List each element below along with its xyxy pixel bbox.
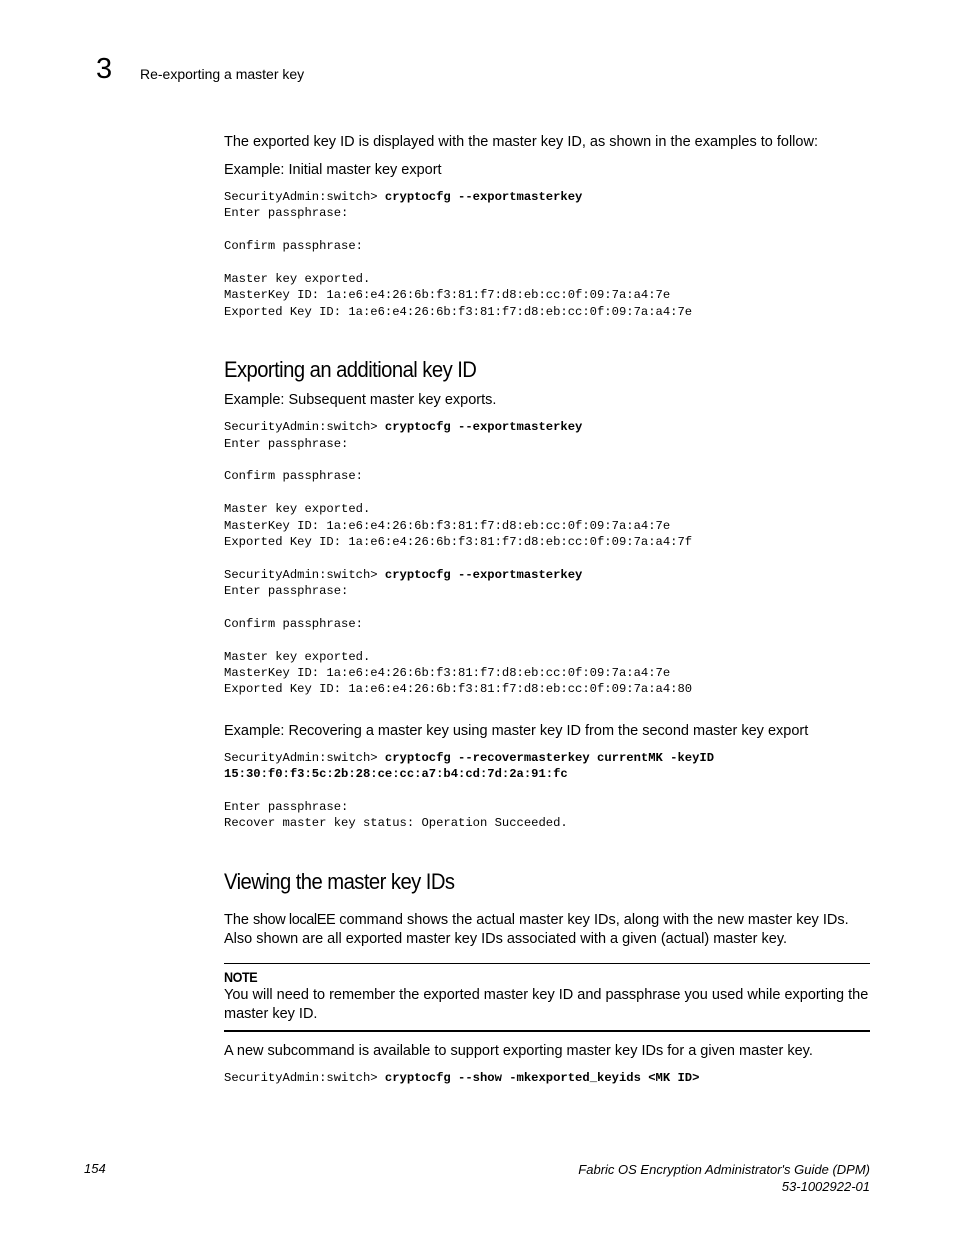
code-command: cryptocfg --exportmasterkey bbox=[384, 190, 583, 204]
code-line: Exported Key ID: 1a:e6:e4:26:6b:f3:81:f7:d8:eb:cc:0f:09:7a:a4:80 bbox=[224, 682, 693, 697]
section-heading-additional-key-id: Exporting an additional key ID bbox=[224, 357, 477, 383]
code-line: Enter passphrase: bbox=[224, 799, 349, 814]
code-line: Master key exported. bbox=[224, 502, 371, 517]
code-block-recover bbox=[224, 750, 870, 832]
example-label-subsequent: Example: Subsequent master key exports. bbox=[224, 392, 497, 409]
code-line: Confirm passphrase: bbox=[224, 239, 363, 254]
page-content bbox=[224, 133, 870, 1086]
code-block-show-command bbox=[224, 1070, 870, 1086]
code-line: Enter passphrase: bbox=[224, 436, 349, 451]
code-line: Enter passphrase: bbox=[224, 583, 349, 598]
viewing-paragraph bbox=[224, 911, 870, 949]
note-label: NOTE bbox=[224, 968, 258, 985]
footer-doc-info bbox=[578, 1161, 870, 1195]
code-line: Master key exported. bbox=[224, 649, 371, 664]
intro-paragraph: The exported key ID is displayed with the master key ID, as shown in the examples to follow: bbox=[224, 134, 818, 150]
code-line: Recover master key status: Operation Succeeded. bbox=[224, 816, 568, 831]
code-command: cryptocfg --recovermasterkey currentMK -keyID bbox=[384, 750, 715, 765]
code-line: Exported Key ID: 1a:e6:e4:26:6b:f3:81:f7:d8:eb:cc:0f:09:7a:a4:7f bbox=[224, 535, 693, 550]
code-line: Exported Key ID: 1a:e6:e4:26:6b:f3:81:f7:d8:eb:cc:0f:09:7a:a4:7e bbox=[224, 304, 693, 319]
code-block-subsequent-export-2 bbox=[224, 567, 870, 698]
code-block-subsequent-export-1 bbox=[224, 419, 870, 550]
code-line: Confirm passphrase: bbox=[224, 469, 363, 484]
page-number: 154 bbox=[84, 1161, 106, 1176]
doc-title: Fabric OS Encryption Administrator's Guide (DPM) bbox=[578, 1162, 870, 1177]
code-line: MasterKey ID: 1a:e6:e4:26:6b:f3:81:f7:d8:eb:cc:0f:09:7a:a4:7e bbox=[224, 518, 671, 533]
code-command: cryptocfg --exportmasterkey bbox=[384, 567, 583, 582]
code-line: Master key exported. bbox=[224, 272, 371, 287]
chapter-number: 3 bbox=[96, 53, 113, 85]
code-prompt: SecurityAdmin:switch> bbox=[224, 420, 385, 435]
note-text: You will need to remember the exported master key ID and passphrase you used while exporting the master key ID. bbox=[224, 986, 869, 1022]
chapter-title: Re-exporting a master key bbox=[140, 66, 305, 82]
code-block-initial-export bbox=[224, 189, 870, 320]
code-command: cryptocfg --exportmasterkey bbox=[384, 420, 583, 435]
code-command-continuation: 15:30:f0:f3:5c:2b:28:ce:cc:a7:b4:cd:7d:2a:91:fc bbox=[224, 767, 568, 782]
code-prompt: SecurityAdmin:switch> bbox=[224, 1070, 385, 1085]
code-line: Enter passphrase: bbox=[224, 206, 349, 221]
doc-number: 53-1002922-01 bbox=[781, 1179, 870, 1194]
subcommand-paragraph: A new subcommand is available to support exporting master key IDs for a given master key. bbox=[224, 1042, 813, 1059]
code-prompt: SecurityAdmin:switch> bbox=[224, 567, 385, 582]
example-label-initial: Example: Initial master key export bbox=[224, 162, 442, 178]
code-line: MasterKey ID: 1a:e6:e4:26:6b:f3:81:f7:d8:eb:cc:0f:09:7a:a4:7e bbox=[224, 665, 671, 680]
section-heading-viewing-key-ids: Viewing the master key IDs bbox=[224, 868, 455, 894]
viewing-text-pre: The bbox=[224, 911, 254, 928]
example-label-recover: Example: Recovering a master key using master key ID from the second master key export bbox=[224, 722, 809, 739]
code-line: Confirm passphrase: bbox=[224, 616, 363, 631]
code-line: MasterKey ID: 1a:e6:e4:26:6b:f3:81:f7:d8:eb:cc:0f:09:7a:a4:7e bbox=[224, 288, 671, 303]
code-command: cryptocfg --show -mkexported_keyids <MK ID> bbox=[384, 1070, 700, 1085]
note-box bbox=[224, 963, 870, 1032]
code-prompt: SecurityAdmin:switch> bbox=[224, 750, 385, 765]
viewing-text-post: command shows the actual master key IDs, along with the new master key IDs. Also shown are all exported master key IDs associated with a given (actual) master key. bbox=[224, 911, 849, 947]
inline-command: show localEE bbox=[253, 911, 336, 928]
code-prompt: SecurityAdmin:switch> bbox=[224, 190, 385, 204]
